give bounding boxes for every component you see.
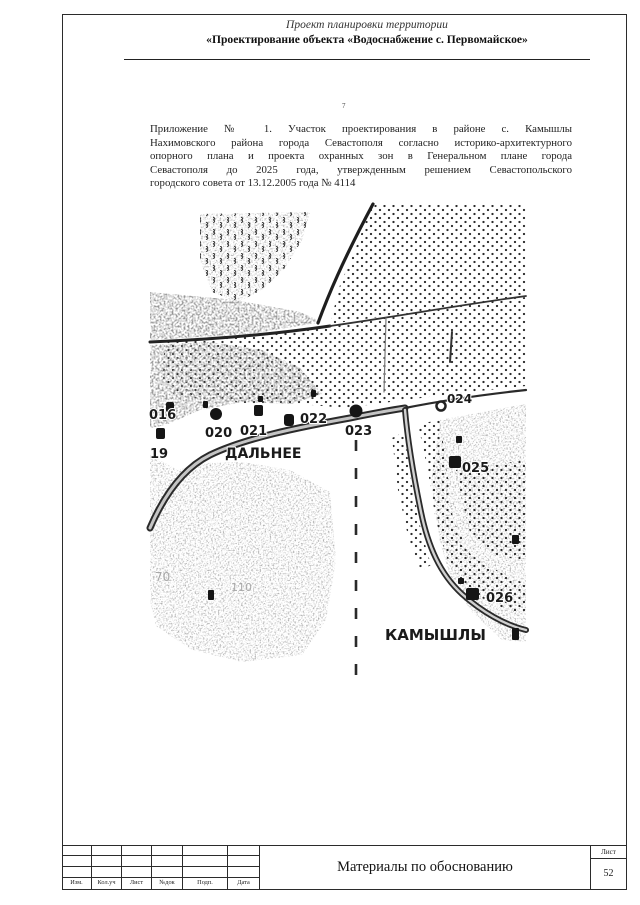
- title-block-document-title: [260, 845, 590, 889]
- title-block-cell: [62, 856, 92, 867]
- object-number-label: 020: [205, 426, 233, 441]
- object-marker: [254, 405, 263, 416]
- title-block-cell: [228, 845, 260, 856]
- title-block-column-label: Лист: [122, 878, 152, 889]
- object-marker: [284, 414, 294, 426]
- title-block-revisions-grid: [62, 845, 260, 889]
- title-block-cell: [122, 845, 152, 856]
- title-block-cell: [228, 856, 260, 867]
- page-marker: 7: [342, 102, 346, 110]
- title-block-column-label: Изм.: [62, 878, 92, 889]
- object-number-label: 016: [149, 408, 177, 423]
- title-block-cell: [152, 845, 183, 856]
- sheet-divider: [591, 858, 626, 859]
- title-block-cell: [92, 856, 122, 867]
- sheet-label: Лист: [601, 848, 616, 856]
- sheet-number: 52: [603, 868, 614, 879]
- title-block-cell: [92, 867, 122, 878]
- appendix-caption-line: опорного плана и проекта охранных зон в Генеральном плане города: [150, 150, 572, 162]
- object-marker: [350, 405, 363, 418]
- title-block-cell: [62, 867, 92, 878]
- object-number-label: 025: [462, 461, 490, 476]
- title-block-column-label: Дата: [228, 878, 260, 889]
- document-title-text: Материалы по обоснованию: [337, 858, 513, 875]
- title-block-cell: [152, 856, 183, 867]
- settlement-label-dalnee: ДАЛЬНЕЕ: [225, 446, 302, 462]
- title-block-cell: [92, 845, 122, 856]
- object-number-label: 022: [300, 412, 328, 427]
- object-marker: [311, 390, 316, 397]
- title-block-sheet-cell: [590, 845, 626, 889]
- object-number-label: 024: [447, 392, 473, 406]
- title-block-cell: [152, 867, 183, 878]
- object-marker: [466, 588, 479, 600]
- object-number-label: 021: [240, 424, 268, 439]
- appendix-caption: [150, 123, 572, 191]
- object-marker: [210, 408, 222, 420]
- grey-map-label: 70: [155, 570, 171, 584]
- appendix-caption-line: Нахимовского района города Севастополя согласно историко-архитектурного: [150, 136, 572, 149]
- object-marker: [156, 428, 165, 439]
- header-rule: [124, 59, 590, 60]
- appendix-caption-line: Севастополя до 2025 года, утвержденным решением Севастопольского: [150, 163, 572, 176]
- object-number-label: 026: [486, 591, 514, 606]
- title-block-column-label: №док: [152, 878, 183, 889]
- settlement-label-kamyshly: КАМЫШЛЫ: [385, 626, 486, 644]
- title-block-cell: [228, 867, 260, 878]
- object-marker: [437, 402, 446, 411]
- header-title: «Проектирование объекта «Водоснабжение с. Первомайское»: [206, 33, 528, 46]
- object-marker: [512, 628, 519, 640]
- object-marker: [458, 578, 464, 584]
- title-block-cell: [122, 867, 152, 878]
- appendix-caption-line: городского совета от 13.12.2005 года № 4114: [150, 177, 356, 189]
- garden-area: [200, 212, 310, 302]
- header-subtitle: Проект планировки территории: [286, 19, 448, 31]
- object-marker: [258, 396, 263, 402]
- title-block-cell: [122, 856, 152, 867]
- title-block-cell: [183, 856, 228, 867]
- object-marker: [449, 456, 461, 468]
- object-marker: [512, 535, 519, 544]
- title-block-column-label: Подп.: [183, 878, 228, 889]
- object-number-label: 19: [150, 447, 169, 462]
- site-map: [140, 200, 540, 710]
- object-marker: [456, 436, 462, 443]
- object-number-label: 023: [345, 424, 373, 439]
- object-marker: [203, 401, 208, 408]
- title-block-cell: [183, 867, 228, 878]
- grey-map-label: 110: [231, 581, 252, 594]
- title-block-column-label: Кол.уч: [92, 878, 122, 889]
- title-block-cell: [183, 845, 228, 856]
- title-block-cell: [62, 845, 92, 856]
- object-marker: [208, 590, 214, 600]
- appendix-caption-line: Приложение № 1. Участок проектирования в районе с. Камышлы: [150, 123, 572, 135]
